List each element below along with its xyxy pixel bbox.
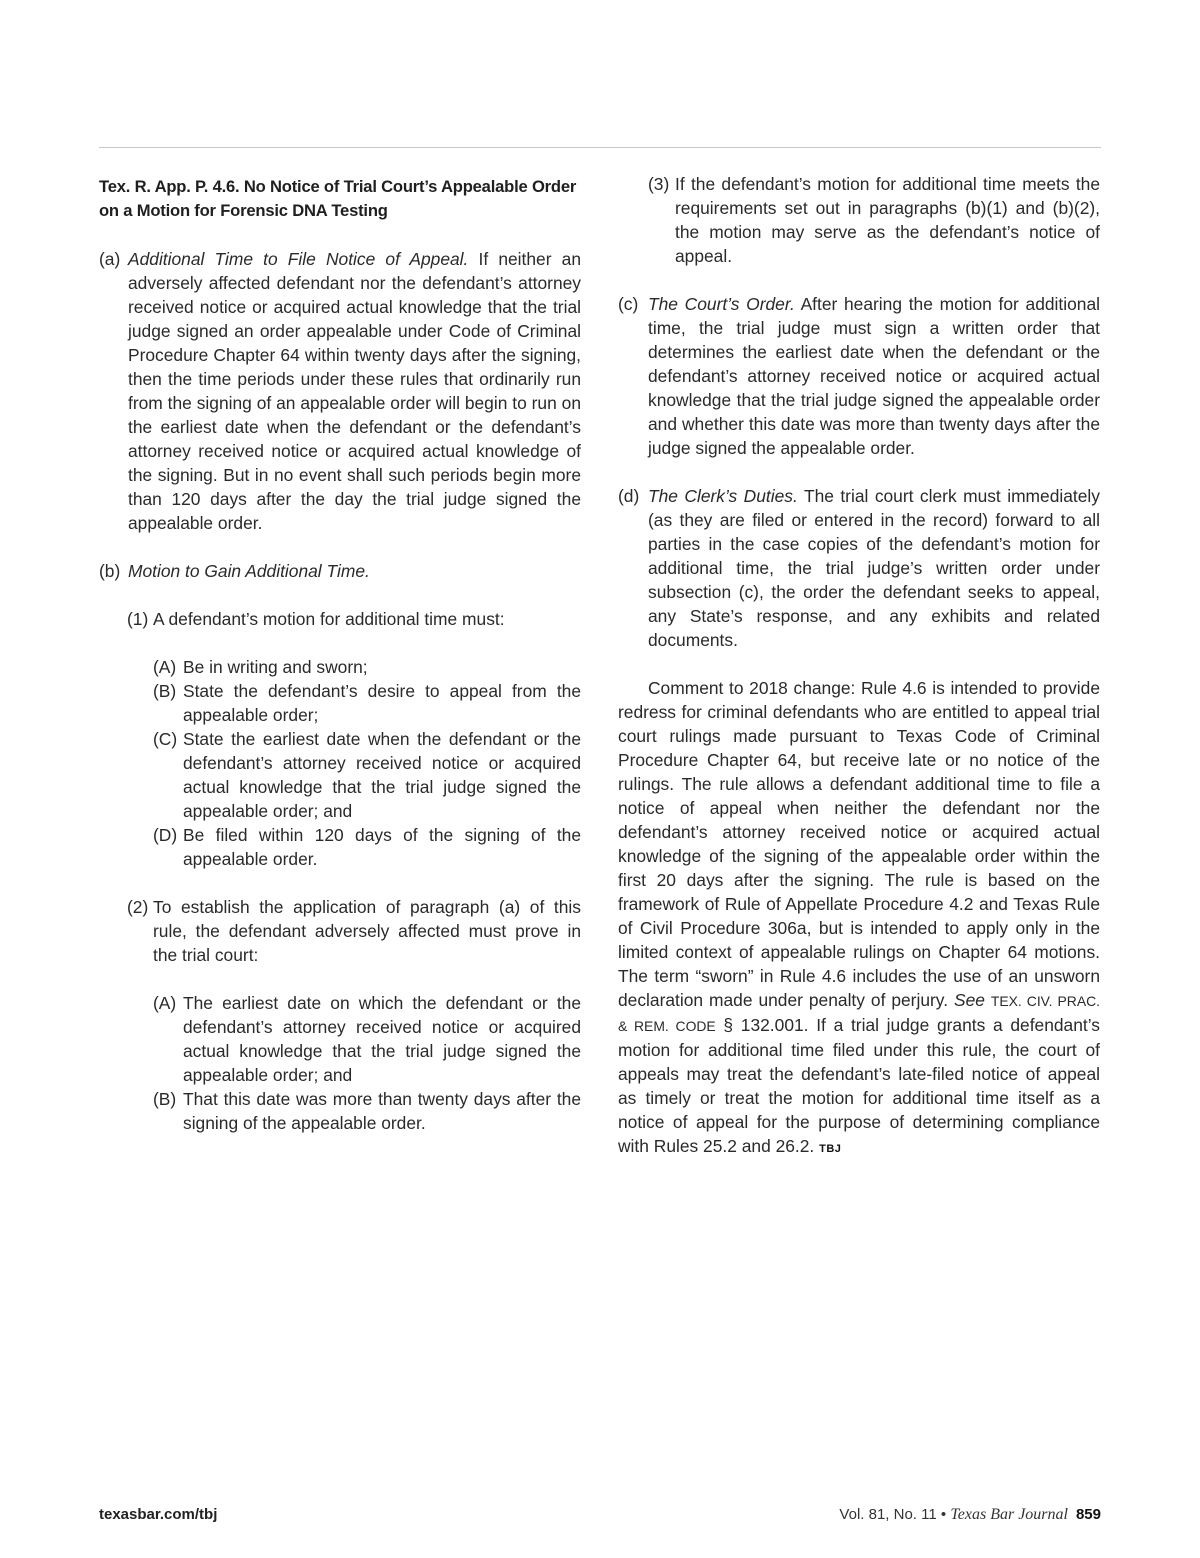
- list-item-label: (D): [153, 825, 178, 845]
- list-item-label: (A): [153, 993, 177, 1013]
- footer-info: [839, 1506, 1101, 1524]
- footer-volume: Vol. 81, No. 11: [839, 1506, 937, 1523]
- footer-site: texasbar.com/tbj: [99, 1506, 218, 1523]
- list-item: [153, 727, 581, 823]
- list-item-text: State the earliest date when the defendant or the defendant’s attorney received notice or acquired actual knowledge that the trial judge signed the appealable order; and: [183, 729, 581, 821]
- paragraph-c-text: After hearing the motion for additional time, the trial judge must sign a written order that determines the earliest date when the defendant or the defendant’s attorney received notice or acquired actual knowledge that the trial judge signed the appealable order and whether this date was more than twenty days after the judge signed the appealable order.: [648, 294, 1100, 458]
- paragraph-b: [99, 559, 581, 583]
- comment-text-2: § 132.001. If a trial judge grants a defendant’s motion for additional time filed under this rule, the court of appeals may treat the defendant’s late-filed notice of appeal as timely or treat the motion for additional time itself as a notice of appeal for the purpose of determining compliance with Rules 25.2 and 26.2.: [618, 1015, 1100, 1156]
- list-item-text: That this date was more than twenty days after the signing of the appealable order.: [183, 1089, 581, 1133]
- paragraph-c: [618, 292, 1100, 460]
- list-item: [153, 991, 581, 1087]
- paragraph-b1-label: (1): [127, 609, 149, 629]
- paragraph-b1-text: A defendant’s motion for additional time must:: [153, 609, 505, 629]
- footer-page-number: 859: [1075, 1506, 1101, 1523]
- list-item: [153, 823, 581, 871]
- paragraph-a-label: (a): [99, 249, 121, 269]
- list-item: [153, 1087, 581, 1135]
- paragraph-c-label: (c): [618, 294, 639, 314]
- header-rule: [99, 147, 1101, 148]
- paragraph-b3-text: If the defendant’s motion for additional time meets the requirements set out in paragraphs (b)(1) and (b)(2), the motion may serve as the defendant’s notice of appeal.: [675, 174, 1100, 266]
- list-item-text: State the defendant’s desire to appeal from the appealable order;: [183, 681, 581, 725]
- list-item-label: (B): [153, 681, 177, 701]
- paragraph-a: [99, 247, 581, 535]
- list-item-text: Be in writing and sworn;: [183, 657, 368, 677]
- paragraph-b3: [648, 172, 1100, 268]
- footer-bullet: •: [940, 1506, 947, 1523]
- paragraph-b2: [127, 895, 581, 967]
- comment-paragraph: [618, 676, 1100, 1161]
- paragraph-d-title: The Clerk’s Duties.: [648, 486, 798, 506]
- paragraph-a-title: Additional Time to File Notice of Appeal.: [128, 249, 469, 269]
- list-item-label: (B): [153, 1089, 177, 1109]
- end-mark: TBJ: [819, 1143, 842, 1155]
- paragraph-d: [618, 484, 1100, 652]
- paragraph-d-text: The trial court clerk must immediately (as they are filed or entered in the record) forward to all parties in the case copies of the defendant’s motion for additional time, the trial judge’s written order under subsection (c), the order the defendant seeks to appeal, any State’s response, and any exhibits and related documents.: [648, 486, 1100, 650]
- paragraph-b1: [127, 607, 581, 631]
- paragraph-b2-label: (2): [127, 897, 149, 917]
- right-column: [618, 172, 1100, 1161]
- list-item-label: (C): [153, 729, 178, 749]
- list-item: [153, 679, 581, 727]
- comment-text-1: Comment to 2018 change: Rule 4.6 is intended to provide redress for criminal defendants who are entitled to appeal trial court rulings made pursuant to Texas Code of Criminal Procedure Chapter 64, but receive late or no notice of the rulings. The rule allows a defendant additional time to file a notice of appeal when neither the defendant nor the defendant’s attorney received notice or acquired actual knowledge of the signing of the appealable order within the first 20 days after the signing. The rule is based on the framework of Rule of Appellate Procedure 4.2 and Texas Rule of Civil Procedure 306a, but is intended to apply only in the limited context of appealable rulings on Chapter 64 motions. The term “sworn” in Rule 4.6 includes the use of an unsworn declaration made under penalty of perjury.: [618, 678, 1100, 1010]
- paragraph-c-title: The Court’s Order.: [648, 294, 795, 314]
- rule-heading: Tex. R. App. P. 4.6. No Notice of Trial Court’s Appealable Order on a Motion for Forensic DNA Testing: [99, 177, 577, 220]
- comment-see: See: [953, 990, 985, 1010]
- paragraph-b-label: (b): [99, 561, 121, 581]
- paragraph-a-text: If neither an adversely affected defendant nor the defendant’s attorney received notice or acquired actual knowledge that the trial judge signed an order appealable under Code of Criminal Procedure Chapter 64 within twenty days after the signing, then the time periods under these rules that ordinarily run from the signing of an appealable order will begin to run on the earliest date when the defendant or the defendant’s attorney received notice or acquired actual knowledge of the signing. But in no event shall such periods begin more than 120 days after the day the trial judge signed the appealable order.: [128, 249, 581, 533]
- paragraph-d-label: (d): [618, 486, 640, 506]
- footer-journal: Texas Bar Journal: [950, 1506, 1068, 1523]
- list-item-text: The earliest date on which the defendant or the defendant’s attorney received notice or acquired actual knowledge that the trial judge signed the appealable order; and: [183, 993, 581, 1085]
- list-item-label: (A): [153, 657, 177, 677]
- left-column: [99, 172, 581, 1135]
- paragraph-b3-label: (3): [648, 174, 670, 194]
- comment-citation: TEX. CIV. PRAC. & REM. CODE: [618, 993, 1101, 1034]
- list-item-text: Be filed within 120 days of the signing of the appealable order.: [183, 825, 581, 869]
- list-item: [153, 655, 581, 679]
- paragraph-b-title: Motion to Gain Additional Time.: [128, 561, 370, 581]
- paragraph-b2-text: To establish the application of paragraph (a) of this rule, the defendant adversely affected must prove in the trial court:: [153, 897, 581, 965]
